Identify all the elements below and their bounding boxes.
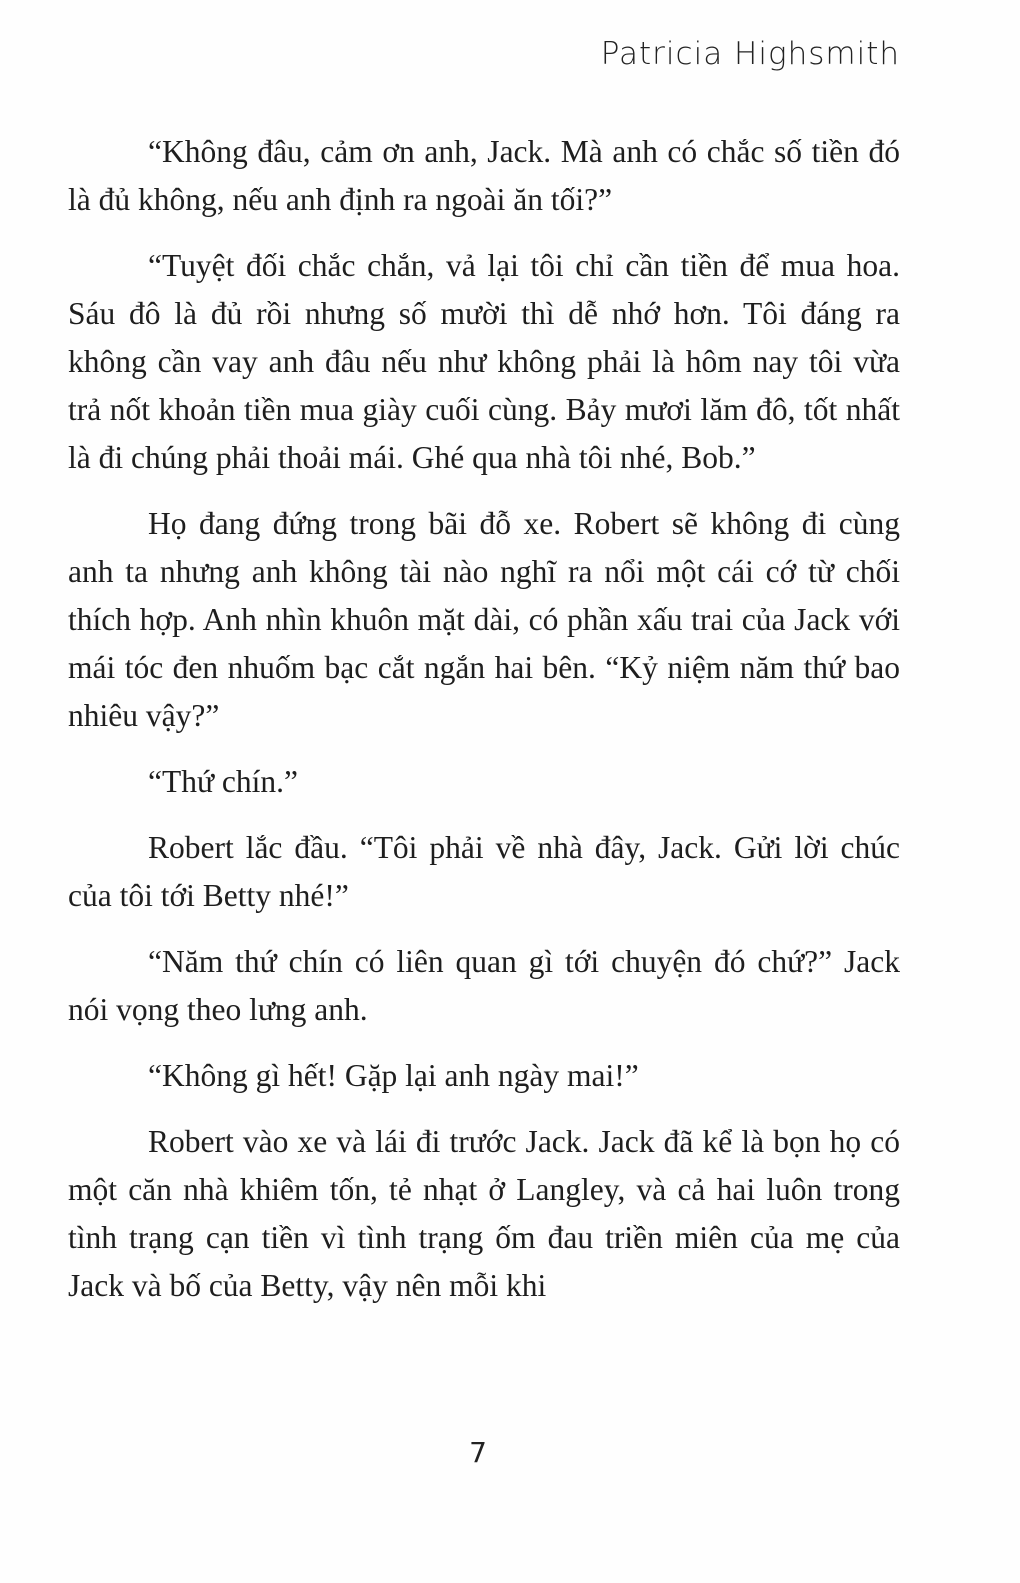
body-text xyxy=(68,128,900,1328)
page-number: 7 xyxy=(469,1436,487,1469)
paragraph: “Không gì hết! Gặp lại anh ngày mai!” xyxy=(148,1058,639,1093)
paragraph: Robert lắc đầu. “Tôi phải về nhà đây, Jack. Gửi lời chúc của tôi tới Betty nhé!” xyxy=(68,830,900,913)
paragraph: “Năm thứ chín có liên quan gì tới chuyện đó chứ?” Jack nói vọng theo lưng anh. xyxy=(68,944,900,1027)
paragraph: “Thứ chín.” xyxy=(148,764,299,799)
paragraph: “Không đâu, cảm ơn anh, Jack. Mà anh có chắc số tiền đó là đủ không, nếu anh định ra ngoài ăn tối?” xyxy=(68,134,900,217)
paragraph: Họ đang đứng trong bãi đỗ xe. Robert sẽ không đi cùng anh ta nhưng anh không tài nào nghĩ ra nổi một cái cớ từ chối thích hợp. Anh nhìn khuôn mặt dài, có phần xấu trai của Jack với mái tóc đen nhuốm bạc cắt ngắn hai bên. “Kỷ niệm năm thứ bao nhiêu vậy?” xyxy=(68,506,900,733)
paragraph: Robert vào xe và lái đi trước Jack. Jack đã kể là bọn họ có một căn nhà khiêm tốn, tẻ nhạt ở Langley, và cả hai luôn trong tình trạng cạn tiền vì tình trạng ốm đau triền miên của mẹ của Jack và bố của Betty, vậy nên mỗi khi xyxy=(68,1124,900,1303)
paragraph: “Tuyệt đối chắc chắn, vả lại tôi chỉ cần tiền để mua hoa. Sáu đô là đủ rồi nhưng số mười thì dễ nhớ hơn. Tôi đáng ra không cần vay anh đâu nếu như không phải là hôm nay tôi vừa trả nốt khoản tiền mua giày cuối cùng. Bảy mươi lăm đô, tốt nhất là đi chúng phải thoải mái. Ghé qua nhà tôi nhé, Bob.” xyxy=(68,248,900,475)
running-header-author: Patricia Highsmith xyxy=(600,36,900,72)
